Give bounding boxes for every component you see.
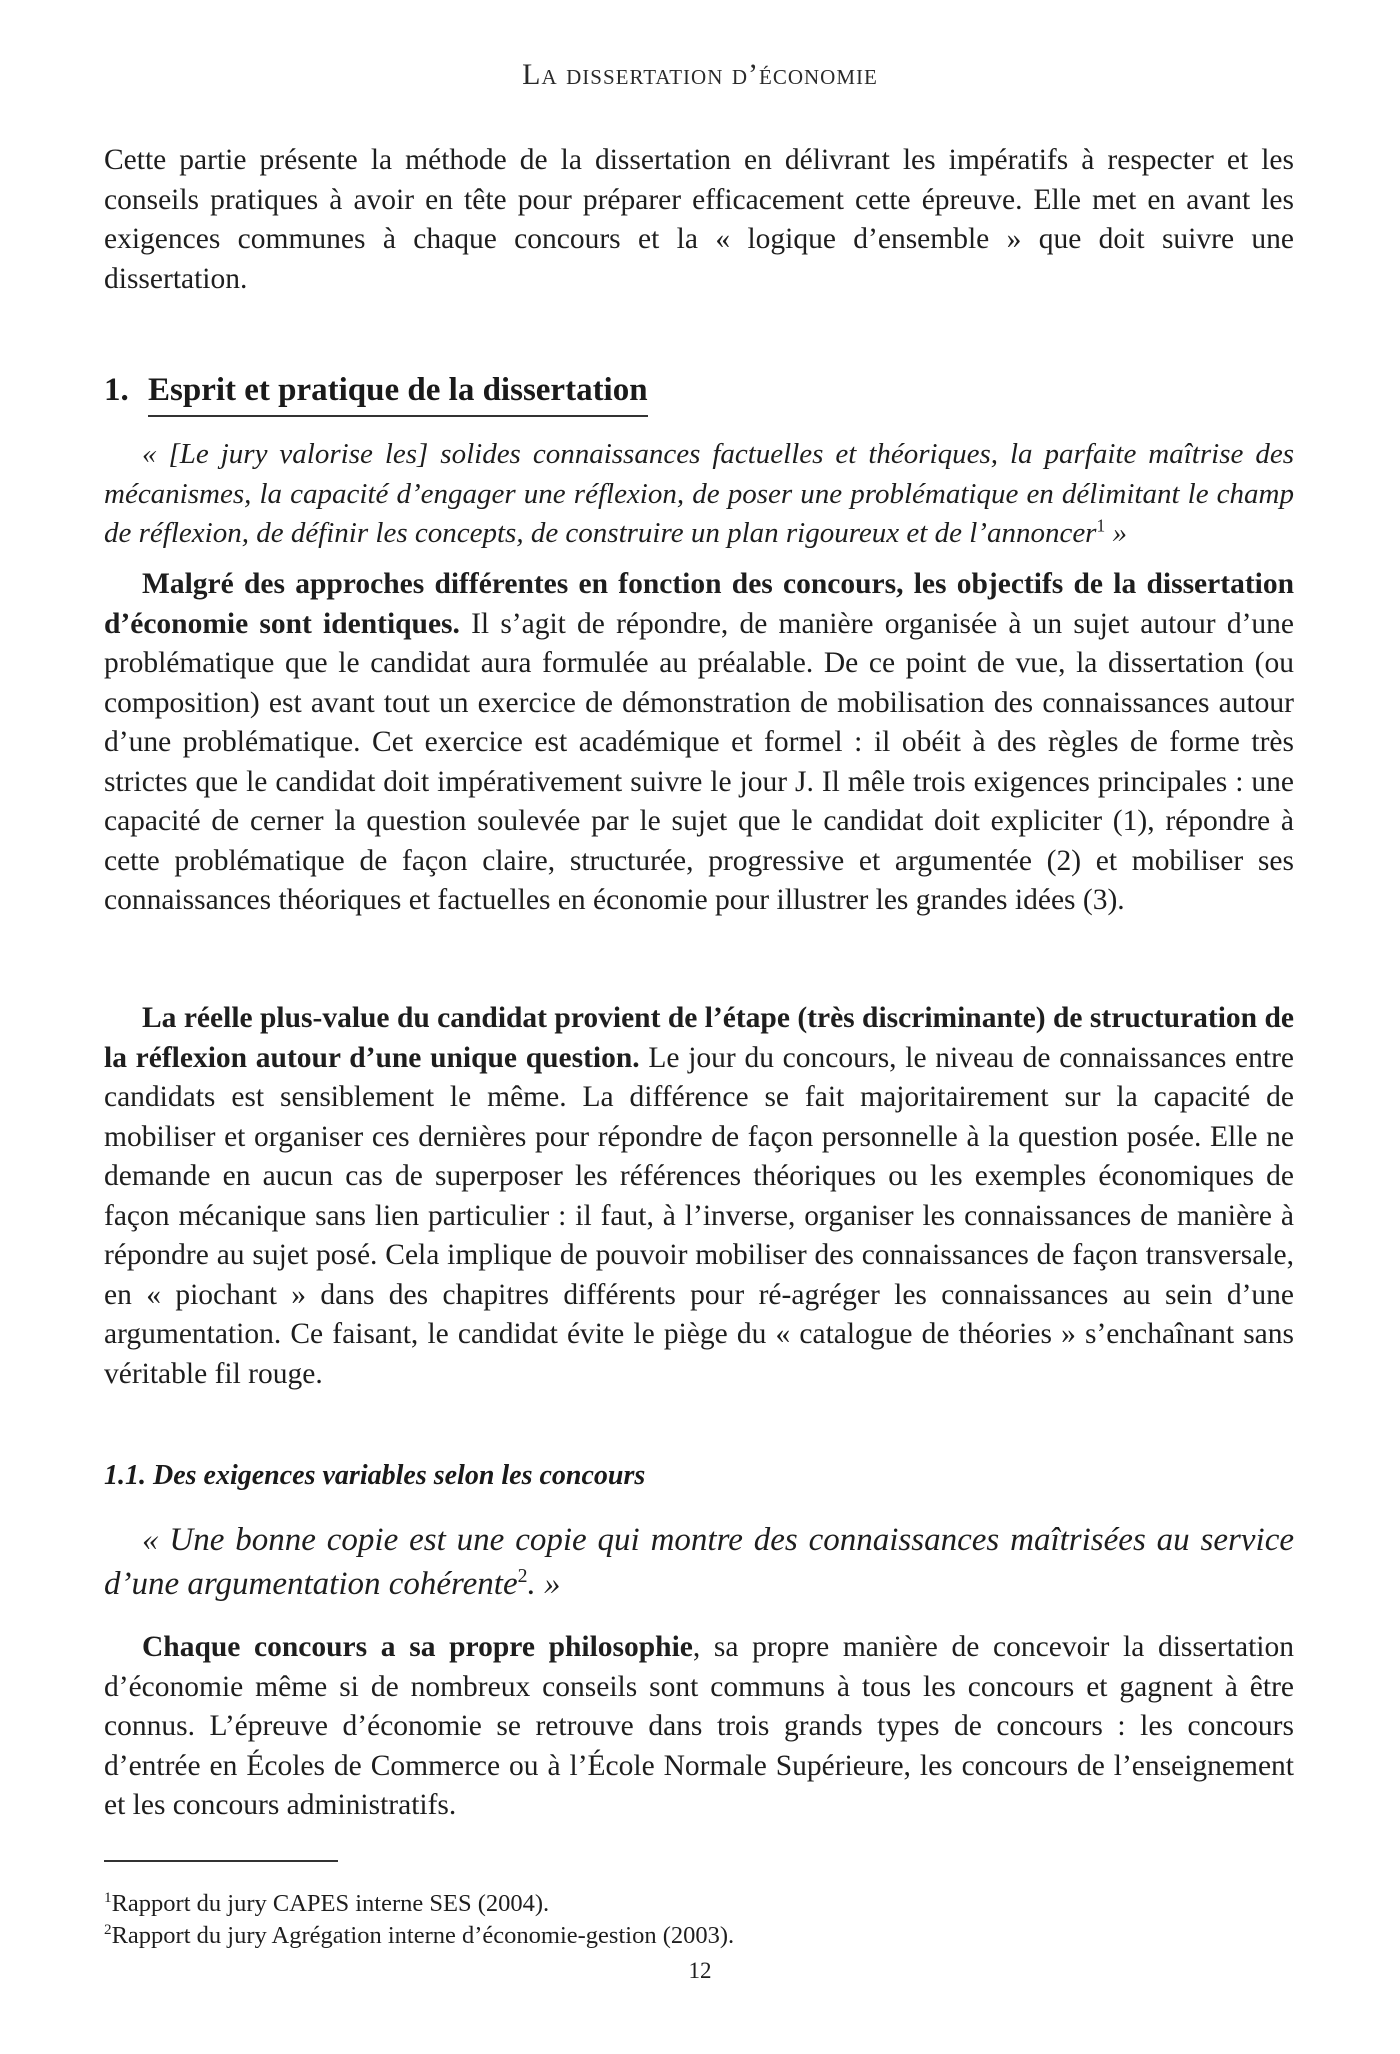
section-number: 1. <box>104 372 129 408</box>
footnotes <box>104 1888 1294 1952</box>
paragraph-text: Il s’agit de répondre, de manière organisée à un sujet autour d’une problématique que le candidat aura formulée au préalable. De ce point de vue, la dissertation (ou composition) est avant tout un exercice de démonstration de mobilisation des connaissances autour d’une problématique. Cet exercice est académique et formel : il obéit à des règles de forme très strictes que le candidat doit impérativement suivre le jour J. Il mêle trois exigences principales : une capacité de cerner la question soulevée par le sujet que le candidat doit expliciter (1), répondre à cette problématique de façon claire, structurée, progressive et argumentée (2) et mobiliser ses connaissances théoriques et factuelles en économie pour illustrer les grandes idées (3). <box>104 607 1294 916</box>
footnote-number: 1 <box>104 1888 112 1906</box>
subsection-heading: 1.1. Des exigences variables selon les concours <box>104 1460 646 1491</box>
running-head: La dissertation d’économie <box>522 58 878 91</box>
footnote-number: 2 <box>104 1920 112 1938</box>
quote-text: « [Le jury valorise les] solides connaissances factuelles et théoriques, la parfaite maîtrise des mécanismes, la capacité d’engager une réflexion, de poser une problématique en délimitant le champ de réflexion, de définir les concepts, de construire un plan rigoureux et de l’annoncer <box>104 438 1294 549</box>
footnote-ref-2[interactable]: 2 <box>517 1565 528 1587</box>
body-paragraph-2 <box>104 999 1294 1394</box>
epigraph-quote-2 <box>104 1518 1294 1606</box>
footnote-text: Rapport du jury Agrégation interne d’économie-gestion (2003). <box>111 1922 735 1949</box>
paragraph-lead-bold: Chaque concours a sa propre philosophie <box>142 1631 693 1663</box>
section-title: Esprit et pratique de la dissertation <box>148 372 648 417</box>
body-paragraph-1 <box>104 565 1294 921</box>
paragraph-lead-bold: La réelle plus-value du candidat provient de l’étape (très discriminante) de structuration de la réflexion autour d’une unique question. <box>104 1002 1294 1074</box>
body-paragraph-3 <box>104 1628 1294 1826</box>
epigraph-quote-1 <box>104 435 1294 554</box>
paragraph-text: Le jour du concours, le niveau de connaissances entre candidats est sensiblement le même. La différence se fait majoritairement sur la capacité de mobiliser et organiser ces dernières pour répondre de façon personnelle à la question posée. Elle ne demande en aucun cas de superposer les références théoriques ou les exemples économiques de façon mécanique sans lien particulier : il faut, à l’inverse, organiser les connaissances de manière à répondre au sujet posé. Cela implique de pouvoir mobiliser des connaissances de façon transversale, en « piochant » dans des chapitres différents pour ré-agréger les connaissances au sein d’une argumentation. Ce faisant, le candidat évite le piège du « catalogue de théories » s’enchaînant sans véritable fil rouge. <box>104 1041 1294 1390</box>
quote-closing: . » <box>527 1566 561 1602</box>
quote-closing: » <box>1105 517 1127 549</box>
footnote-2 <box>104 1920 1294 1952</box>
footnote-divider <box>104 1860 338 1862</box>
intro-paragraph: Cette partie présente la méthode de la dissertation en délivrant les impératifs à respecter et les conseils pratiques à avoir en tête pour préparer efficacement cette épreuve. Elle met en avant les exigences communes à chaque concours et la « logique d’ensemble » que doit suivre une dissertation. <box>104 144 1294 295</box>
paragraph-lead-bold: Malgré des approches différentes en fonction des concours, les objectifs de la dissertation d’économie sont identiques. <box>104 568 1294 640</box>
page-number: 12 <box>688 1958 712 1983</box>
footnote-ref-1[interactable]: 1 <box>1096 515 1106 536</box>
footnote-1 <box>104 1888 1294 1920</box>
paragraph-text: , sa propre manière de concevoir la dissertation d’économie même si de nombreux conseils sont communs à tous les concours et gagnent à être connus. L’épreuve d’économie se retrouve dans trois grands types de concours : les concours d’entrée en Écoles de Commerce ou à l’École Normale Supérieure, les concours de l’enseignement et les concours administratifs. <box>104 1631 1294 1821</box>
section-heading <box>104 372 648 417</box>
footnote-text: Rapport du jury CAPES interne SES (2004). <box>111 1890 550 1917</box>
quote-text: « Une bonne copie est une copie qui montre des connaissances maîtrisées au service d’une argumentation cohérente <box>104 1522 1294 1602</box>
